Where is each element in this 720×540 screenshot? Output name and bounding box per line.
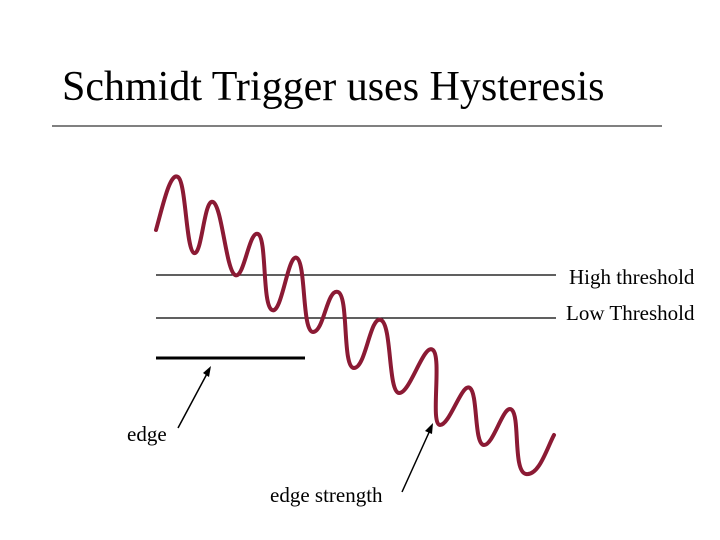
high-threshold-label: High threshold: [569, 265, 695, 289]
edge-arrow-line: [178, 370, 209, 428]
signal-waveform: [156, 176, 554, 474]
edge-strength-arrow-line: [402, 428, 431, 492]
edge-strength-label: edge strength: [270, 483, 383, 507]
edge-arrowhead: [203, 366, 211, 377]
low-threshold-label: Low Threshold: [566, 301, 695, 325]
edge-label: edge: [127, 422, 167, 446]
slide-title: Schmidt Trigger uses Hysteresis: [62, 64, 605, 110]
edge-strength-arrowhead: [425, 423, 433, 434]
